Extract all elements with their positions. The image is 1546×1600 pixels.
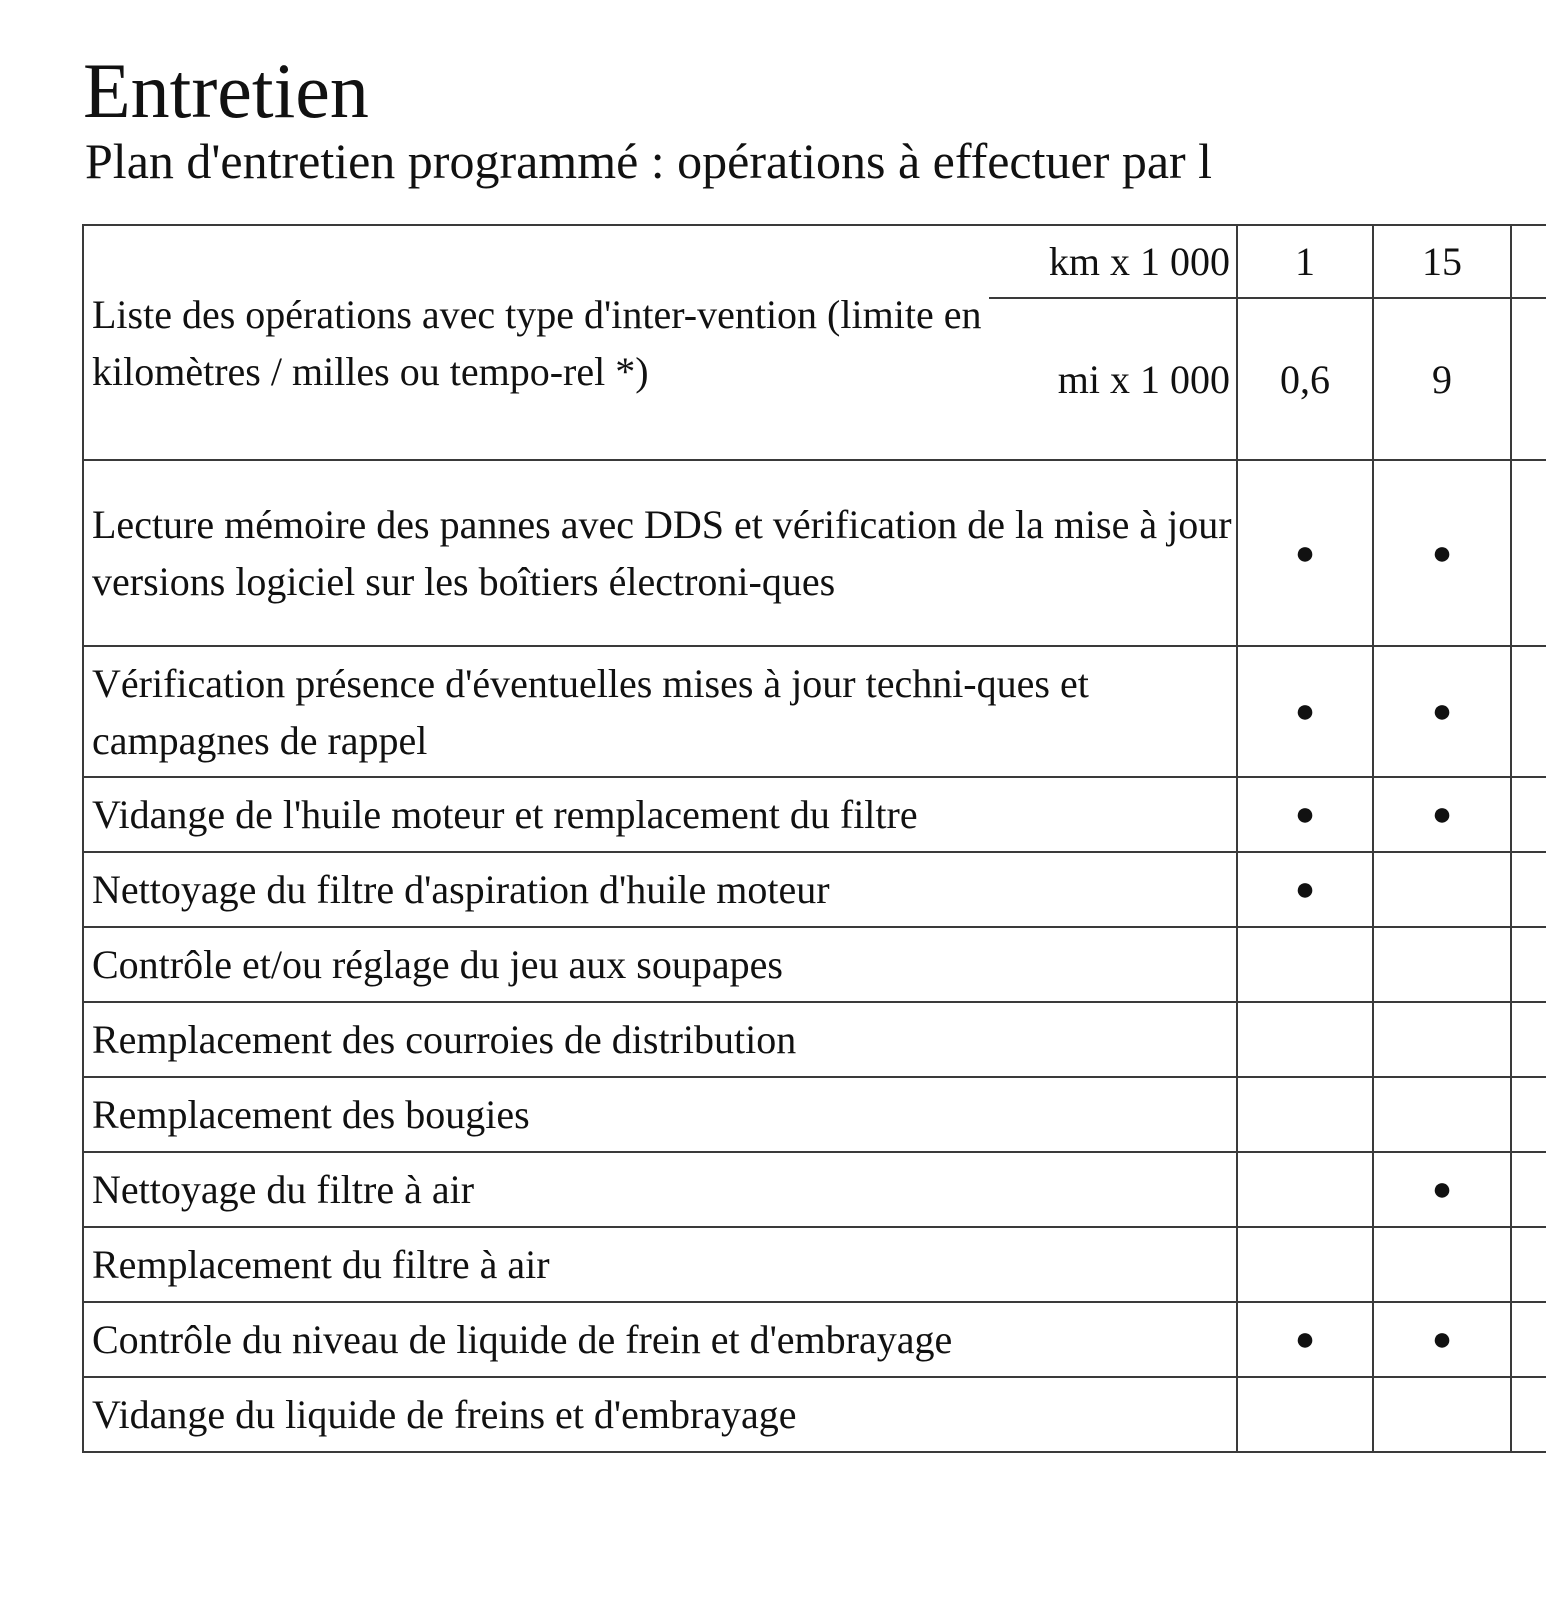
- interval-mark-cell: ●: [1237, 646, 1373, 777]
- interval-mark-cell: [1237, 1227, 1373, 1302]
- interval-mark-cell-cropped: [1511, 646, 1546, 777]
- table-row: [83, 1377, 1546, 1452]
- interval-mark-cell: ●: [1237, 777, 1373, 852]
- interval-mark-cell: ●: [1237, 852, 1373, 927]
- interval-mark-cell: ●: [1373, 777, 1511, 852]
- page-title: Entretien: [83, 47, 369, 134]
- interval-km-1: 1: [1237, 225, 1373, 298]
- interval-mark-cell-cropped: [1511, 852, 1546, 927]
- interval-km-3: [1511, 225, 1546, 298]
- operation-cell: Contrôle et/ou réglage du jeu aux soupapes: [83, 927, 1237, 1002]
- page-subtitle: Plan d'entretien programmé : opérations à effectuer par l: [85, 133, 1213, 189]
- table-row: [83, 1077, 1546, 1152]
- interval-mark-cell: ●: [1373, 1152, 1511, 1227]
- table-row: [83, 1152, 1546, 1227]
- interval-mark-cell-cropped: [1511, 1002, 1546, 1077]
- interval-mark-cell: [1373, 1077, 1511, 1152]
- interval-mark-cell: [1373, 927, 1511, 1002]
- operation-cell: Nettoyage du filtre d'aspiration d'huile moteur: [83, 852, 1237, 927]
- interval-mark-cell: [1237, 1002, 1373, 1077]
- interval-mark-cell: ●: [1373, 460, 1511, 646]
- interval-mark-cell: [1373, 1227, 1511, 1302]
- operation-cell: Remplacement des bougies: [83, 1077, 1237, 1152]
- maintenance-schedule-table: [82, 224, 1546, 1453]
- interval-mark-cell-cropped: [1511, 1227, 1546, 1302]
- header-row-km: [83, 225, 1546, 298]
- interval-mark-cell-cropped: [1511, 1302, 1546, 1377]
- interval-mark-cell-cropped: [1511, 1377, 1546, 1452]
- operation-cell: Vérification présence d'éventuelles mises à jour techni-ques et campagnes de rappel: [83, 646, 1237, 777]
- operation-cell: Nettoyage du filtre à air: [83, 1152, 1237, 1227]
- operation-cell: Vidange du liquide de freins et d'embrayage: [83, 1377, 1237, 1452]
- interval-mark-cell-cropped: [1511, 460, 1546, 646]
- operations-header: Liste des opérations avec type d'inter-vention (limite en kilomètres / milles ou tempo-rel *): [83, 225, 989, 460]
- km-unit-label: km x 1 000: [989, 225, 1237, 298]
- interval-mark-cell: [1237, 1077, 1373, 1152]
- interval-mark-cell-cropped: [1511, 1152, 1546, 1227]
- interval-mark-cell: ●: [1373, 1302, 1511, 1377]
- interval-mark-cell: ●: [1237, 460, 1373, 646]
- table-row: [83, 1227, 1546, 1302]
- table-row: [83, 1002, 1546, 1077]
- operation-cell: Vidange de l'huile moteur et remplacement du filtre: [83, 777, 1237, 852]
- operation-cell: Remplacement du filtre à air: [83, 1227, 1237, 1302]
- interval-mi-2: 9: [1373, 298, 1511, 460]
- interval-mark-cell-cropped: [1511, 1077, 1546, 1152]
- interval-mark-cell: [1373, 1377, 1511, 1452]
- table-row: [83, 927, 1546, 1002]
- table-row: [83, 852, 1546, 927]
- table-row: [83, 1302, 1546, 1377]
- interval-mark-cell: [1373, 852, 1511, 927]
- operation-cell: Remplacement des courroies de distribution: [83, 1002, 1237, 1077]
- interval-mark-cell: [1237, 927, 1373, 1002]
- table-row: [83, 460, 1546, 646]
- interval-mark-cell: [1237, 1377, 1373, 1452]
- mi-unit-label: mi x 1 000: [989, 298, 1237, 460]
- interval-mi-1: 0,6: [1237, 298, 1373, 460]
- interval-mark-cell-cropped: [1511, 927, 1546, 1002]
- interval-mark-cell: [1373, 1002, 1511, 1077]
- interval-mi-3: [1511, 298, 1546, 460]
- interval-mark-cell: [1237, 1152, 1373, 1227]
- operation-cell: Lecture mémoire des pannes avec DDS et vérification de la mise à jour versions logiciel sur les boîtiers électroni-ques: [83, 460, 1237, 646]
- interval-km-2: 15: [1373, 225, 1511, 298]
- interval-mark-cell: ●: [1237, 1302, 1373, 1377]
- operation-cell: Contrôle du niveau de liquide de frein et d'embrayage: [83, 1302, 1237, 1377]
- interval-mark-cell-cropped: [1511, 777, 1546, 852]
- table-row: [83, 777, 1546, 852]
- table-row: [83, 646, 1546, 777]
- interval-mark-cell: ●: [1373, 646, 1511, 777]
